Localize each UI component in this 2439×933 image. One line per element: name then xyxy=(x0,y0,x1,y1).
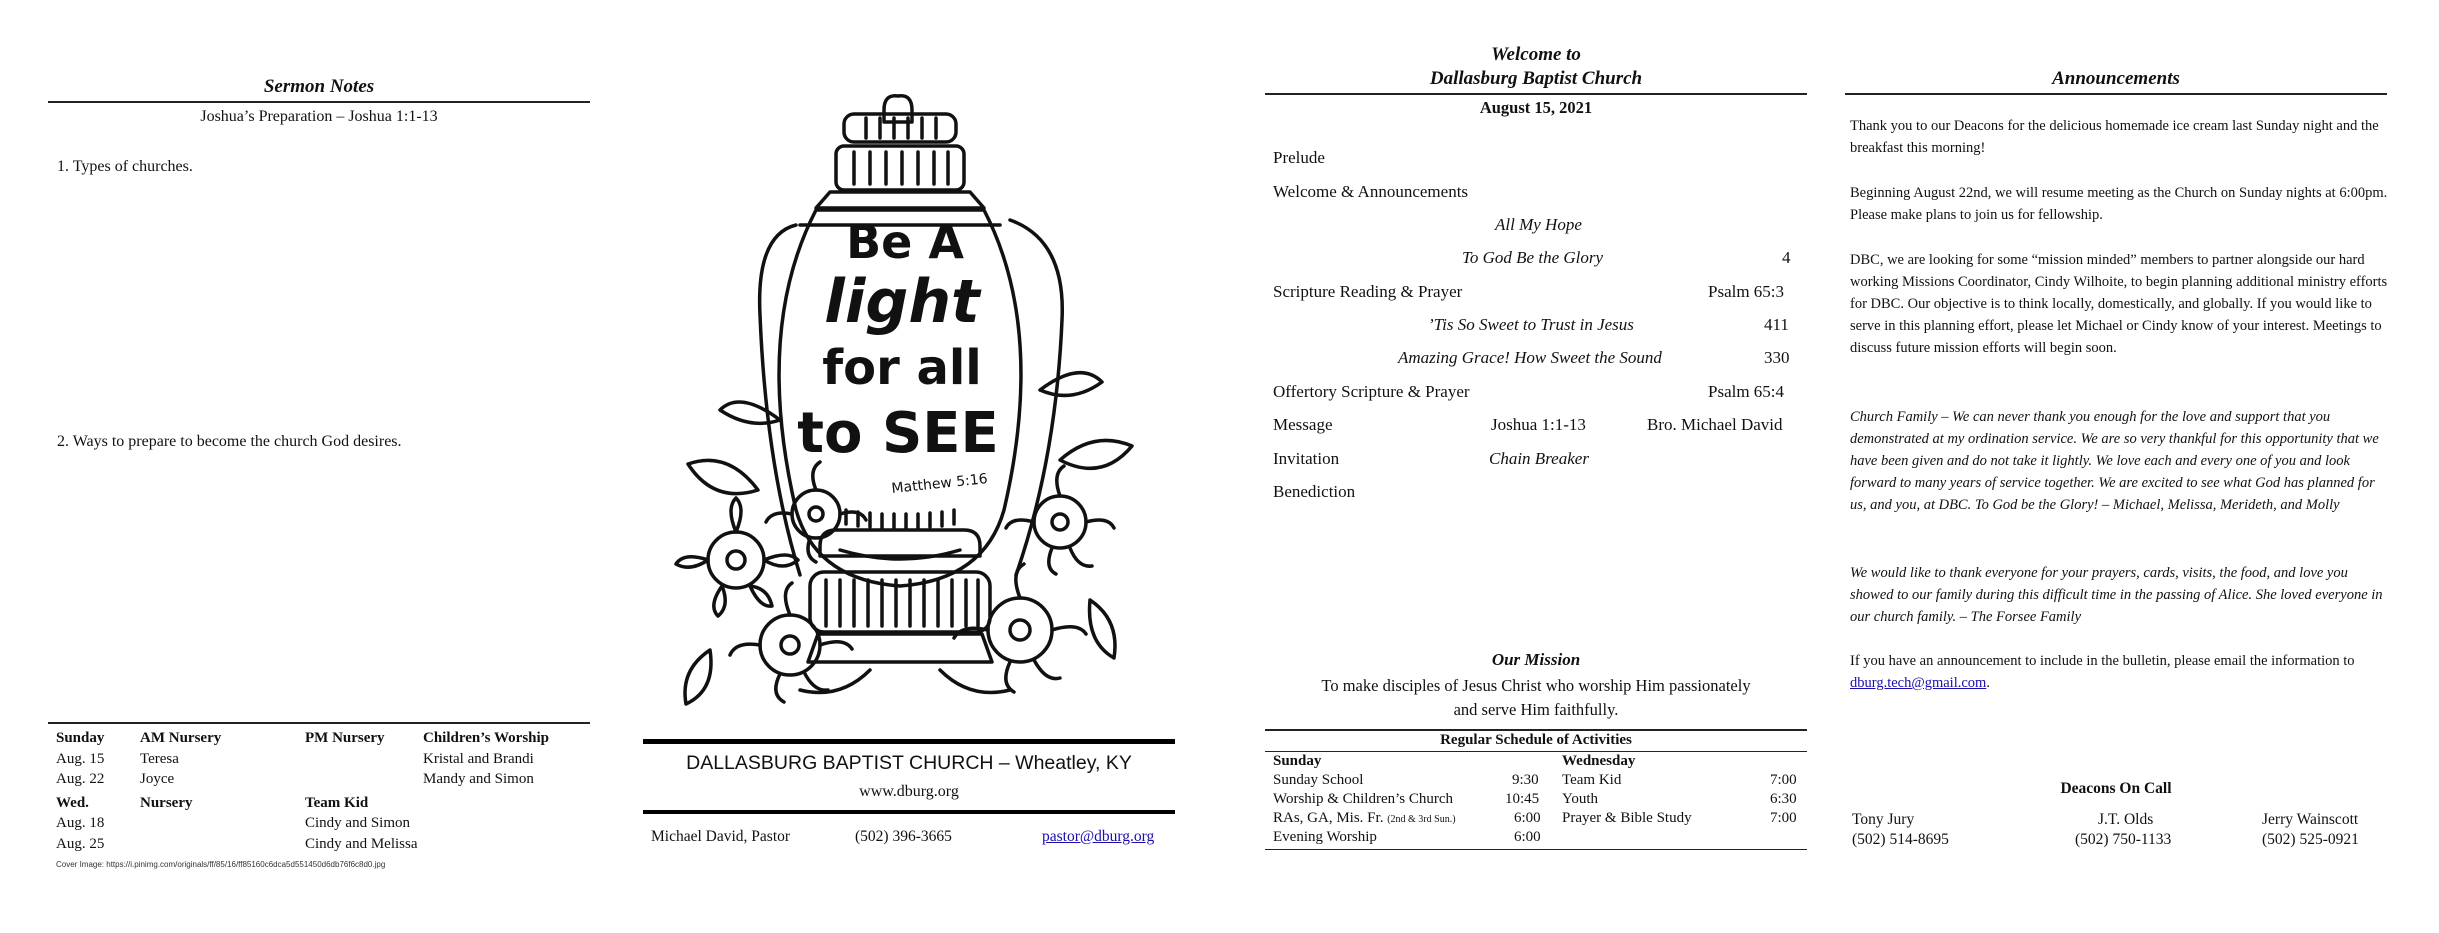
team-kid-names: Cindy and Melissa xyxy=(305,836,418,852)
deacon-name: Tony Jury xyxy=(1852,811,1915,828)
invitation: Invitation xyxy=(1273,449,1340,468)
childrens-worship-heading: Children’s Worship xyxy=(423,730,550,746)
team-kid-heading: Team Kid xyxy=(305,795,369,811)
invitation-song: Chain Breaker xyxy=(1489,449,1589,468)
sermon-notes-title: Sermon Notes xyxy=(263,76,375,97)
deacon-phone: (502) 750-1133 xyxy=(2075,831,2172,848)
mission-title: Our Mission xyxy=(1491,650,1581,669)
hymn-number: 411 xyxy=(1764,315,1789,334)
announcement-6 xyxy=(1850,650,2390,694)
worship-names: Mandy and Simon xyxy=(423,771,534,787)
church-website: www.dburg.org xyxy=(859,783,959,800)
pastor-email-link[interactable]: pastor@dburg.org xyxy=(1042,828,1155,845)
divider xyxy=(48,722,590,724)
sermon-subtitle: Joshua’s Preparation – Joshua 1:1-13 xyxy=(200,108,438,125)
schedule-item: Sunday School xyxy=(1273,772,1364,788)
schedule-item xyxy=(1273,810,1456,827)
benediction: Benediction xyxy=(1273,482,1356,501)
sunday-heading: Sunday xyxy=(1273,753,1322,769)
am-nursery-heading: AM Nursery xyxy=(140,730,222,746)
schedule-item: Team Kid xyxy=(1562,772,1622,788)
mission-line-2: and serve Him faithfully. xyxy=(1453,700,1619,719)
welcome-title-line-1: Welcome to xyxy=(1491,44,1581,65)
divider xyxy=(48,101,590,103)
date-aug15: Aug. 15 xyxy=(56,751,105,767)
deacon-name: J.T. Olds xyxy=(2098,811,2154,828)
wednesday-heading: Wednesday xyxy=(1562,753,1636,769)
lamp-text-line-1: Be A xyxy=(846,215,964,269)
nursery-name: Joyce xyxy=(140,771,175,787)
schedule-item: Prayer & Bible Study xyxy=(1562,810,1692,826)
hymn-number: 4 xyxy=(1782,248,1791,267)
sermon-point-2: 2. Ways to prepare to become the church God desires. xyxy=(57,433,402,450)
church-name: DALLASBURG BAPTIST CHURCH – Wheatley, KY xyxy=(686,752,1132,774)
lamp-text-line-2: light xyxy=(824,267,980,337)
scripture-reading: Scripture Reading & Prayer xyxy=(1273,282,1463,301)
song-to-god-be-the-glory: To God Be the Glory xyxy=(1462,248,1604,267)
date-aug25: Aug. 25 xyxy=(56,836,105,852)
announcement-2: Beginning August 22nd, we will resume meeting as the Church on Sunday nights at 6:00pm. Please make plans to join us for fellowship. xyxy=(1850,185,2388,223)
divider xyxy=(1265,93,1807,95)
schedule-item: Youth xyxy=(1562,791,1598,807)
schedule-item-note: (2nd & 3rd Sun.) xyxy=(1387,814,1456,825)
nursery-heading: Nursery xyxy=(140,795,193,811)
worship-names: Kristal and Brandi xyxy=(423,751,534,767)
divider xyxy=(643,810,1175,814)
mission-line-1: To make disciples of Jesus Christ who worship Him passionately xyxy=(1321,676,1751,695)
team-kid-names: Cindy and Simon xyxy=(305,815,411,831)
schedule-time: 6:30 xyxy=(1770,791,1797,807)
divider xyxy=(1265,849,1807,850)
service-date: August 15, 2021 xyxy=(1479,98,1593,117)
schedule-time: 7:00 xyxy=(1770,772,1797,788)
nursery-name: Teresa xyxy=(140,751,179,767)
divider xyxy=(643,739,1175,744)
schedule-time: 6:00 xyxy=(1514,829,1541,845)
announcement-1: Thank you to our Deacons for the delicious homemade ice cream last Sunday night and the breakfast this morning! xyxy=(1850,118,2379,156)
schedule-title: Regular Schedule of Activities xyxy=(1440,732,1632,748)
welcome-title-line-2: Dallasburg Baptist Church xyxy=(1429,68,1643,89)
lamp-text-line-4: to SEE xyxy=(797,401,999,466)
announcement-3: DBC, we are looking for some “mission minded” members to partner alongside our hard working Missions Coordinator, Cindy Wilhoite, to begin planning additional ministry efforts for DBC. Our objective is to think locally, domestically, and globally. If you would like to serve in this planning effort, please let Michael or Cindy know of your interest. Meetings to discuss future mission efforts will begin soon. xyxy=(1850,252,2388,356)
announcement-6-end: . xyxy=(1986,675,1990,691)
schedule-item: Worship & Children’s Church xyxy=(1273,791,1454,807)
offertory-reference: Psalm 65:4 xyxy=(1708,382,1785,401)
scripture-reference: Psalm 65:3 xyxy=(1708,282,1785,301)
deacon-phone: (502) 514-8695 xyxy=(1852,831,1949,848)
pm-nursery-heading: PM Nursery xyxy=(305,730,385,746)
schedule-time: 9:30 xyxy=(1512,772,1539,788)
schedule-time: 7:00 xyxy=(1770,810,1797,826)
welcome-announcements: Welcome & Announcements xyxy=(1273,182,1469,201)
lamp-verse: Matthew 5:16 xyxy=(890,471,989,498)
song-tis-so-sweet: ’Tis So Sweet to Trust in Jesus xyxy=(1428,315,1634,334)
lamp-text-line-3: for all xyxy=(822,340,982,396)
sermon-point-1: 1. Types of churches. xyxy=(57,158,193,175)
schedule-time: 6:00 xyxy=(1514,810,1541,826)
schedule-item-label: RAs, GA, Mis. Fr. xyxy=(1273,810,1384,826)
song-amazing-grace: Amazing Grace! How Sweet the Sound xyxy=(1398,348,1662,367)
message: Message xyxy=(1273,415,1333,434)
deacon-name: Jerry Wainscott xyxy=(2262,811,2359,828)
message-reference: Joshua 1:1-13 xyxy=(1491,415,1586,434)
lantern-icon xyxy=(640,60,1180,710)
divider xyxy=(1265,751,1807,752)
lamp-illustration xyxy=(640,60,1180,710)
deacon-phone: (502) 525-0921 xyxy=(2262,831,2359,848)
date-aug22: Aug. 22 xyxy=(56,771,105,787)
tech-email-link[interactable]: dburg.tech@gmail.com xyxy=(1850,675,1987,691)
wed-heading: Wed. xyxy=(56,795,89,811)
song-all-my-hope: All My Hope xyxy=(1495,215,1582,234)
schedule-time: 10:45 xyxy=(1505,791,1540,807)
announcement-6-text: If you have an announcement to include in the bulletin, please email the information to xyxy=(1850,653,2355,669)
message-speaker: Bro. Michael David xyxy=(1647,415,1783,434)
cover-image-credit: Cover Image: https://i.pinimg.com/originals/ff/85/16/ff85160c6dca5d551450d6db76f6c8d0.jpg xyxy=(56,860,386,869)
prelude: Prelude xyxy=(1273,148,1325,167)
pastor-name: Michael David, Pastor xyxy=(651,828,791,845)
announcement-5: We would like to thank everyone for your prayers, cards, visits, the food, and love you showed to our family during this difficult time in the passing of Alice. She loved everyone in our church family. – The Forsee Family xyxy=(1850,565,2383,625)
divider xyxy=(1265,729,1807,731)
announcement-4: Church Family – We can never thank you enough for the love and support that you demonstrated at my ordination service. We are so very thankful for this opportunity that we have been given and do not take it lightly. We love each and every one of you and look forward to many years of service together. We are excited to see what God has planned for us, and you, at DBC. To God be the Glory! – Michael, Melissa, Merideth, and Molly xyxy=(1850,409,2379,513)
church-phone: (502) 396-3665 xyxy=(855,828,952,845)
date-aug18: Aug. 18 xyxy=(56,815,105,831)
divider xyxy=(1845,93,2387,95)
announcements-title: Announcements xyxy=(2052,68,2180,89)
deacons-title: Deacons On Call xyxy=(2060,780,2172,797)
offertory: Offertory Scripture & Prayer xyxy=(1273,382,1470,401)
schedule-item: Evening Worship xyxy=(1273,829,1377,845)
sunday-heading: Sunday xyxy=(56,730,105,746)
hymn-number: 330 xyxy=(1764,348,1790,367)
